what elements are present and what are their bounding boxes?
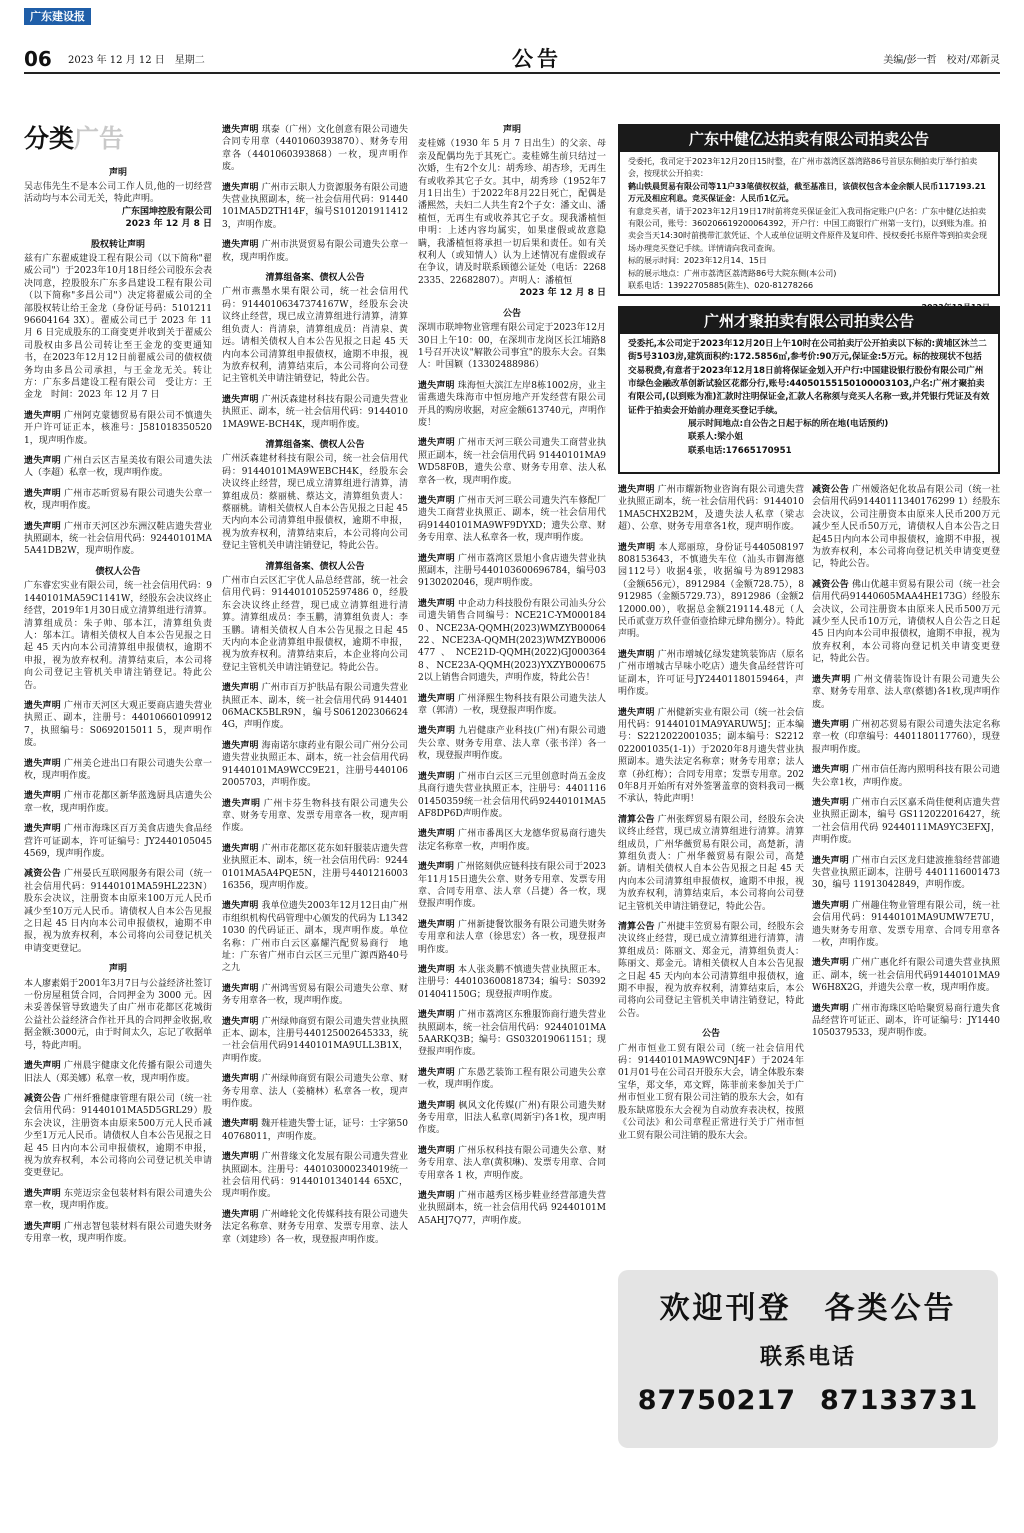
notice-item	[418, 1009, 606, 1059]
notice-lead: 遗失声明	[812, 797, 850, 808]
notice-lead: 遗失声明	[812, 1003, 850, 1014]
notice-body: 广州志智包装材料有限公司遗失财务专用章一枚，现声明作废。	[24, 1221, 212, 1244]
notice-item	[24, 700, 212, 750]
notice-body: 广州市花都区新华蓝逸厨具店遗失公章一枚，现声明作废。	[24, 791, 212, 814]
notice-item	[222, 239, 408, 264]
notice-lead: 遗失声明	[812, 855, 850, 866]
notice-item	[24, 239, 212, 402]
notice-item	[24, 566, 212, 692]
notice-lead: 遗失声明	[222, 394, 259, 405]
notice-body: 广州市白云区汇宇优人品总经营部，统一社会信用代码：91440101052597486 0，经股东会决议终止经营，现已成立清算组进行清算。清算组成员：李玉鹏，清算组负责人：李玉鹏。请相关债权人自本公告见报之日起 45 天内向本企业清算组申报债权，逾期不申报，视为放弃权利。清算结束后，本企业将向公司登记主管机关申请注销登记。特此公告。	[222, 576, 408, 673]
notice-lead: 遗失声明	[24, 488, 62, 499]
notice-body: 广州市增城亿绿发建筑装饰店（原名广州市增城古早味小吃店）遗失食品经营许可证副本，许可证号JY24401180159464，声明作废。	[618, 649, 804, 698]
notice-lead: 遗失声明	[418, 862, 455, 873]
notice-title: 声明	[108, 964, 127, 975]
auction-line: 受委托，我司定于2023年12月20日15时整，在广州市荔湾区荔湾路86号首层东侧拍卖厅举行拍卖会，按现状公开拍卖：	[628, 157, 978, 179]
notice-item	[24, 521, 212, 558]
auction-line: 标的展示地点：广州市荔湾区荔湾路86号大院东侧(本公司)	[628, 268, 837, 278]
notice-lead: 遗失声明	[812, 958, 850, 969]
notice-lead: 遗失声明	[418, 438, 456, 449]
notice-body: 广州沃森建材科技有限公司遗失营业执照正、副本，统一社会信用代码：91440101MA9WE-BCH4K，现声明作废。	[222, 394, 408, 430]
notice-item	[24, 455, 212, 480]
notice-item	[618, 1028, 804, 1142]
notice-body: 麦桂嫦（1930 年 5 月 7 日出生）的父亲、母亲及配偶均先于其死亡。麦桂嫦生前只结过一次婚，生有2个女儿：胡秀珍、胡杏珍，无再生有或收养其它子女。其中，胡秀珍（1952年7月1日出生）于2022年8月22日死亡，配偶是潘熙然，夫妇二人共生育2个子女：潘文山、潘植恒，无再生有或收养其它子女。现我潘植恒申明：上述内容均属实，如果虚假或故意隐瞒，我潘植恒将承担一切后果和责任。如有关权利人（或知情人）认为上述情况有虚假或存在争议，请及时联系顾德公证处（电话：22682335、22682807）。声明人：潘植恒	[418, 139, 606, 286]
notice-body: 广州广惠化纤有限公司遗失营业执照正、副本，统一社会信用代码91440101MA9W6H8X2G，并遗失公章一枚，现声明作废。	[812, 958, 1000, 994]
notice-item	[24, 963, 212, 1052]
notice-lead: 遗失声明	[418, 829, 456, 840]
notice-item	[618, 707, 804, 806]
notice-lead: 遗失声明	[418, 1191, 456, 1202]
notice-body: 广州市番禺区大龙德华贸易商行遗失法定名称章一枚，声明作废。	[418, 829, 606, 852]
notice-lead: 遗失声明	[222, 983, 259, 994]
notice-item	[418, 1145, 606, 1182]
notice-item	[812, 1003, 1000, 1040]
auction-notice-zhongjian	[618, 124, 1000, 296]
notice-item	[812, 674, 1000, 711]
auction-body-text: 受委托,本公司定于2023年12月20日上午10时在公司拍卖厅公开拍卖以下标的:黄埔区沐兰二街5号3103房,建筑面积约:172.5856㎡,参考价:90万元,保证金:5万元。标的按现状不包括交易税费,有意者于2023年12月18日前将保证金划入开户行:中国建设银行股份有限公司广州市绿色金融改革创新试验区花都分行,账号:44050155150100003103,户名:广州才聚拍卖有限公司,(以到账为准)汇款时注明保证金,汇款人名称须与竞买人名称一致,并凭银行凭证及有效证件于拍卖会开始前办理竞买登记手续。	[628, 339, 990, 416]
notice-item	[812, 719, 1000, 756]
notice-item	[812, 900, 1000, 950]
notice-item	[24, 410, 212, 447]
notice-lead: 遗失声明	[618, 542, 656, 553]
notice-body: 广州文倩装饰设计有限公司遗失公章、财务专用章、法人章(蔡德)各1枚,现声明作废。	[812, 674, 1000, 710]
advertise-promo-box	[618, 1270, 998, 1448]
notice-title: 公告	[701, 1029, 720, 1040]
auction-show-info: 展示时间地点:自公告之日起于标的所在地(电话预约)	[688, 418, 889, 429]
notice-body: 广州市天河区沙东洲汉鞋店遗失营业执照副本，统一社会信用代码：92440101MA5A41DB2W，现声明作废。	[24, 521, 212, 557]
promo-contact-label: 联系电话	[759, 1345, 856, 1371]
notice-item	[812, 764, 1000, 789]
notice-lead: 遗失声明	[618, 485, 655, 495]
auction-contact-phone: 联系电话:17665170951	[688, 445, 792, 456]
notice-lead: 遗失声明	[222, 798, 261, 809]
notice-body: 广州鸿雪贸易有限公司遗失公章、财务专用章各一枚，现声明作废。	[222, 983, 408, 1007]
masthead	[24, 6, 1000, 76]
notice-item	[222, 682, 408, 732]
notice-item	[24, 1093, 212, 1180]
notice-item	[222, 1073, 408, 1110]
notice-item	[418, 308, 606, 372]
notice-body: 广州乐权科技有限公司遗失公章、财务专用章、法人章(黄积琳)、发票专用章、合同专用章各 1 枚，声明作废。	[418, 1145, 606, 1181]
notice-item	[222, 798, 408, 835]
notice-title: 声明	[108, 167, 127, 178]
auction-line: 标的展示时间：2023年12月14、15日	[628, 256, 767, 266]
notice-title: 清算组备案、债权人公告	[265, 439, 365, 450]
notice-body: 广州市天河三联公司遗失汽车修配厂遗失工商营业执照正、副本，统一社会信用代码91440101MA9WF9DYXD；遗失公章、财务专用章、法人私章各一枚，现声明作废。	[418, 495, 606, 544]
notice-item	[418, 725, 606, 762]
notice-body: 广州市恒业工贸有限公司（统一社会信用代码：91440101MA9WC9NJ4F）于2024年01月01号在公司召开股东大会，请全体股东秦宝华，郑文华，邓文辉，陈菲前来参加关于广州市恒业工贸有限公司注销的股东大会，如有股东缺席股东大会视为自动放弃表决权，按照《公司法》和公司章程正常进行关于广州市恒业工贸有限公司注销的股东大会。	[618, 1043, 804, 1141]
notice-body: 枫风文化传媒(广州)有限公司遗失财务专用章，旧法人私章(周新宇)各1枚，现声明作废。	[418, 1100, 606, 1136]
auction-contact-person: 联系人:梁小姐	[688, 432, 743, 443]
promo-headline: 欢迎刊登 各类公告	[659, 1291, 957, 1326]
notice-item	[222, 740, 408, 790]
notice-lead: 遗失声明	[24, 521, 62, 532]
notice-item	[222, 1209, 408, 1246]
notice-lead: 遗失声明	[24, 456, 62, 467]
notice-body: 广州阿克蒙德贸易有限公司不慎遗失开户许可证正本，核准号：J5810183505201，现声明作废。	[24, 410, 212, 446]
auction-notice-caiju	[618, 306, 1000, 474]
notice-body: 广州嫒洛妃化妆品有限公司（统一社会信用代码91440111340176299 1）经股东会决议，公司注册资本由原来人民币200万元减少至人民币50万元，请债权人自本公告之日起45日内向本公司申报债权，逾期不申报，视为放弃权利，本公司将向登记机关申请变更登记，特此公告。	[812, 485, 1000, 570]
notice-item	[222, 1016, 408, 1066]
notice-item	[222, 900, 408, 974]
notice-body: 广州市花都区花东如轩服装店遗失营业执照正本、副本，统一社会信用代码：92440101MA5A4PQE5N，注册号440121600316356，现声明作废。	[222, 843, 408, 891]
notice-item	[222, 394, 408, 431]
notice-lead: 遗失声明	[222, 240, 259, 251]
page-date: 2023 年 12 月 12 日 星期二	[68, 55, 205, 66]
notice-body: 珠海恒大滨江左岸8栋1002房，业主雷燕遗失珠海市中恒房地产开发经营有限公司开具的购房收据，对应金额613740元，声明作废！	[418, 380, 606, 428]
notice-body: 本人郑丽琼，身份证号440508197808153643，不慎遗失车位（汕头市御海德园112号）收据4张，收据编号为8912983（金额656元），8912984（金额728.75），8912985（金额5729.73），8912986（金额212000.00），收据总金额219114.48元（人民币贰壹万玖仟壹佰壹拾肆元肆角捌分）。特此声明。	[618, 542, 804, 640]
notice-column-3	[418, 124, 606, 1484]
notice-item	[222, 983, 408, 1008]
notice-item	[418, 1100, 606, 1137]
notice-item	[418, 828, 606, 853]
notice-body: 广州晨宇健康文化传播有限公司遗失旧法人（郑美娜）私章一枚，现声明作废。	[24, 1061, 212, 1084]
notice-lead: 遗失声明	[222, 182, 259, 193]
notice-title: 清算组备案、债权人公告	[265, 273, 365, 284]
notice-lead: 遗失声明	[24, 758, 62, 769]
auction-notice-title: 广州才聚拍卖有限公司拍卖公告	[620, 308, 998, 334]
notice-lead: 遗失声明	[222, 1074, 259, 1085]
notice-item	[418, 124, 606, 300]
notice-item	[222, 1151, 408, 1201]
notice-body: 广州市白云区龙归建波推翁经营部遗失营业执照正副本，注册号 440111600147330，编号 11913042849，声明作废。	[812, 855, 1000, 891]
notice-lead: 遗失声明	[24, 410, 62, 421]
notice-body: 广州市百万护肤品有限公司遗失营业执照正本、副本，统一社会信用代码 91440106MACK5BLR9N，编号S0612023066244G，声明作废。	[222, 683, 408, 731]
notice-lead: 遗失声明	[24, 1061, 62, 1072]
notice-lead: 遗失声明	[24, 1221, 62, 1232]
notice-body: 海南诺尔康药业有限公司广州分公司遗失营业执照正本、副本，统一社会信用代码 91440101MA9WCC9E21，注册号440106 2005703，声明作废。	[222, 740, 408, 789]
notice-body: 广州市燕墨水果有限公司，统一社会信用代码：91440106347374167W，经股东会决议终止经营，现已成立清算组进行清算，清算组负责人：肖清泉，清算组成员：肖清泉、黄远。请相关债权人自本公告见报之日起 45 天内向本公司清算组申报债权，逾期不申报，视为放弃权利，清算结束后，本公司将向公司登记主管机关申请注销登记，特此公告。	[222, 287, 408, 385]
notice-lead: 遗失声明	[418, 380, 455, 391]
notice-body: 广州晏氏互联网服务有限公司（统一社会信用代码：91440101MA59HL223N）股东会决议，注册资本由原来100万元人民币减少至10万元人民币。请债权人自本公告见报之日起 45 日内向本公司申报债权，逾期不申报，视为放弃权利，本公司将向公司登记机关申请变更登记。	[24, 869, 212, 954]
notice-item	[24, 823, 212, 860]
notice-body: 广州峰轮文化传媒科技有限公司遗失法定名称章、财务专用章、发票专用章、法人章（刘建珍）各一枚，现登报声明作废。	[222, 1209, 408, 1245]
notice-signature: 2023 年 12 月 8 日	[519, 288, 606, 299]
notice-lead: 清算公告	[618, 814, 655, 825]
notice-item	[24, 1221, 212, 1246]
notice-body: 广州纤雅健康管理有限公司（统一社会信用代码：91440101MA5D5GRL29）股东会决议，注册资本由原来500万元人民币减少至1万元人民币。请债权人自本公告见报之日起 45 日内向本公司申报债权，逾期不申报，视为放弃权利，本公司将向公司登记机关申请变更登记。	[24, 1093, 212, 1179]
notice-body: 广州新捷餐饮服务有限公司遗失财务专用章和法人章（徐思宏）各一枚，现登报声明作废。	[418, 919, 606, 955]
notice-item	[418, 553, 606, 590]
notice-body: 广州市荔湾区景旭小食店遗失营业执照副本，注册号440103600696784，编号039130202046，现声明作废。	[418, 553, 606, 589]
notice-item	[618, 484, 804, 534]
notice-body: 中企动力科技股份有限公司汕头分公司遗失销售合同编号：NCE21C-YM0001840、NCE23A-QQMH(2023)WMZYB0006422、NCE23A-QQMH(2023)WMZYB0006477、NCE21D-QQMH(2022)GJ0003648、NCE23A-QQMH(2023)YXZYB0006752以上销售合同遗失，声明作废，特此公告！	[418, 598, 606, 684]
notice-item	[812, 579, 1000, 666]
notice-lead: 遗失声明	[418, 964, 456, 975]
notice-item	[418, 380, 606, 430]
notice-body: 深圳市联坤物业管理有限公司定于2023年12月30日上午10：00，在深圳市龙岗区长江埔路81号召开决议"解散公司事宜"的股东大会。召集人：叶国颖（13302488986）	[418, 323, 606, 371]
notice-lead: 遗失声明	[418, 771, 456, 782]
auction-notice-body	[620, 152, 998, 319]
notice-body: 广州市荔湾区东雅服饰商行遗失营业执照副本，统一社会信用代码：92440101MA5AARKQ3B；编号：GS032019061151；现登报声明作废。	[418, 1010, 606, 1058]
notice-body: 广州市耀新物业咨询有限公司遗失营业执照正副本，统一社会信用代码：91440101MA5CHX2B2M，及遗失法人私章（梁志超）、公章、财务专用章各1枚，现声明作废。	[618, 485, 804, 533]
notice-body: 广州普缘文化发展有限公司遗失营业执照副本。注册号：440103000234019统一社会信用代码：91440101340144 65XC，现声明作废。	[222, 1152, 408, 1200]
notice-item	[618, 814, 804, 913]
promo-phone: 87133731	[820, 1384, 979, 1416]
notice-body: 本人廖素娟于2001年3月7日与公益经济社签订一份房屋租赁合同，合同押金为 3000 元。因未妥善保管导致遗失了由广州市花都区花城街公益社公益经济合作社开具的合同押金收据,收据金额:3000元，由于时间太久，忘记了收据单号，特此声明。	[24, 978, 212, 1051]
notice-lead: 遗失声明	[418, 1067, 456, 1078]
notice-lead: 遗失声明	[618, 707, 655, 718]
notice-body: 广州趣住物业管理有限公司，统一社会信用代码：91440101MA9UMW7E7U，遗失财务专用章、发票专用章、合同专用章各一枚，声明作废。	[812, 900, 1000, 948]
notice-body: 广州绿帅商贸有限公司遗失公章、财务专用章、法人（姜楠林）私章各一枚，现声明作废。	[222, 1074, 408, 1110]
classified-ads-title: 分类广告	[24, 124, 125, 153]
notice-item	[812, 797, 1000, 847]
notice-title: 公告	[502, 308, 521, 319]
notice-item	[222, 843, 408, 893]
notice-item	[24, 790, 212, 815]
notice-body: 本人张炎鹏不慎遗失营业执照正本。注册号：440103600818734；编号：S0392014041150G；现登报声明作废。	[418, 964, 606, 1000]
notice-signature: 2023 年 12 月 8 日	[125, 219, 212, 230]
notice-lead: 遗失声明	[418, 598, 456, 609]
notice-body: 广州绿帅商贸有限公司遗失营业执照正本、副本，注册号440125002645333，统一社会信用代码91440101MA9ULL3B1X，声明作废。	[222, 1016, 408, 1064]
notice-lead: 遗失声明	[222, 125, 259, 135]
notice-lead: 遗失声明	[24, 824, 62, 835]
notice-item	[222, 561, 408, 675]
auction-notice-body	[620, 334, 998, 462]
notice-item	[222, 272, 408, 386]
notice-body: 广州市云职人力资源服务有限公司遗失营业执照副本，统一社会信用代码：91440101MA5D2TH14F，编号S1012019114123，声明作废。	[222, 182, 408, 230]
notice-lead: 遗失声明	[222, 1016, 259, 1027]
paper-name: 广东建设报	[24, 8, 91, 25]
notice-body: 广州市洪贤贸易有限公司遗失公章一枚，现声明作废。	[222, 240, 408, 263]
notice-lead: 遗失声明	[222, 1119, 259, 1130]
notice-item	[812, 484, 1000, 571]
notice-lead: 遗失声明	[222, 1152, 259, 1163]
notice-item	[222, 1118, 408, 1143]
notice-lead: 遗失声明	[222, 1209, 259, 1220]
promo-phone: 87750217	[637, 1384, 796, 1416]
section-title: 公告	[512, 47, 562, 71]
notice-item	[418, 861, 606, 911]
notice-item	[24, 167, 212, 231]
notice-lead: 遗失声明	[812, 719, 850, 730]
notice-lead: 遗失声明	[24, 700, 62, 711]
notice-title: 清算组备案、债权人公告	[265, 561, 365, 572]
editors-credit: 美编/彭一哲 校对/邓新灵	[883, 55, 1000, 66]
notice-body: 佛山优越丰贸易有限公司（统一社会信用代码91440605MAA4HE173G）经股东会决议，公司注册资本由原来人民币500万元减少至人民币10万元，请债权人自公告之日起 45 日内向本公司申报债权，逾期不申报，视为放弃权利，本公司将向登记机关申请变更登记，特此公告。	[812, 579, 1000, 665]
auction-line: 联系电话：13922705885(陈生)、020-81278266	[628, 280, 814, 290]
notice-body: 广州铭刻供应链科技有限公司于2023年11月15日遗失公章、财务专用章、发票专用章、合同专用章、法人章（吕捷）各一枚，现登报声明作废。	[418, 862, 606, 910]
notice-item	[24, 868, 212, 955]
notice-lead: 减资公告	[812, 485, 850, 495]
notice-lead: 遗失声明	[618, 649, 655, 660]
notice-item	[618, 921, 804, 1020]
notice-lead: 遗失声明	[812, 674, 852, 685]
notice-body: 广东愚艺装饰工程有限公司遗失公章一枚，现声明作废。	[418, 1067, 606, 1091]
notice-body: 我单位遗失2003年12月12日由广州市组织机构代码管理中心颁发的代码为 L13421030 的代码证正、副本，现声明作废。单位名称：广州市白云区嘉耀汽配贸易商行 地址：广东省广州市白云区三元里广源西路40号之九	[222, 901, 408, 974]
notice-body: 魏开桂遗失警士证，证号：士字第5040768011，声明作废。	[222, 1119, 408, 1142]
notice-column-2	[222, 124, 408, 1484]
notice-item	[418, 693, 606, 718]
notice-column-1	[24, 124, 212, 1524]
auction-notice-title: 广东中健亿达拍卖有限公司拍卖公告	[620, 126, 998, 152]
notice-item	[222, 439, 408, 553]
notice-lead: 遗失声明	[418, 495, 456, 506]
notice-body: 广州初芯贸易有限公司遗失法定名称章一枚（印章编号：4401180117760），现登报声明作废。	[812, 719, 1000, 755]
notice-body: 广州卡芬生物科技有限公司遗失公章、财务专用章、发票专用章各一枚，现声明作废。	[222, 798, 408, 834]
notice-lead: 减资公告	[812, 579, 850, 590]
notice-body: 吴志伟先生不是本公司工作人员,他的一切经营活动均与本公司无关，特此声明。	[24, 181, 212, 205]
notice-item	[812, 855, 1000, 892]
notice-lead: 遗失声明	[222, 843, 259, 854]
notice-body: 九岩健康产业科技(广州)有限公司遗失公章、财务专用章、法人章（张书洋）各一枚，现登报声明作废。	[418, 726, 606, 762]
notice-item	[618, 542, 804, 641]
notice-body: 广州市信任海内照明科技有限公司遗失公章1枚，声明作废。	[812, 765, 1000, 788]
notice-item	[24, 758, 212, 783]
notice-title: 股权转让声明	[90, 239, 145, 250]
notice-lead: 遗失声明	[222, 901, 259, 912]
promo-phone-numbers	[618, 1382, 998, 1419]
notice-body: 广州市芯昕贸易有限公司遗失公章一枚，现声明作废。	[24, 488, 212, 512]
notice-item	[222, 124, 408, 174]
notice-lead: 遗失声明	[222, 683, 259, 694]
notice-column-5	[812, 484, 1000, 1264]
notice-lead: 遗失声明	[24, 1188, 62, 1199]
notice-lead: 遗失声明	[418, 693, 456, 704]
notice-lead: 遗失声明	[812, 765, 850, 776]
notice-item	[24, 1188, 212, 1213]
notice-lead: 遗失声明	[24, 791, 62, 802]
notice-item	[418, 495, 606, 545]
notice-signature: 广东国坤控股有限公司	[121, 206, 212, 217]
notice-item	[418, 1067, 606, 1092]
notice-lead: 遗失声明	[418, 1010, 456, 1021]
notice-body: 广州张辉贸易有限公司，经股东会决议终止经营，现已成立清算组进行清算。清算组成员，广州华薇贸易有限公司，高楚新，清算组负责人：广州华薇贸易有限公司，高楚新。请相关债权人自本公告见报之日起 45 天内向本公司清算组申报债权，逾期不申报，视为放弃权利，清算结束后，本公司将向公司登记主管机关申请注销登记，特此公告。	[618, 814, 804, 912]
notice-item	[418, 598, 606, 685]
notice-item	[418, 964, 606, 1001]
notice-body: 广州市天河三联公司遗失工商营业执照正副本，统一社会信用代码 91440101MA9WD58F0B，遗失公章、财务专用章、法人私章各一枚，现声明作废。	[418, 438, 606, 486]
notice-column-4	[618, 484, 804, 1264]
notice-lead: 遗失声明	[222, 740, 259, 751]
notice-item	[812, 957, 1000, 994]
notice-lead: 遗失声明	[418, 1100, 456, 1111]
notice-item	[618, 649, 804, 699]
notice-item	[24, 1060, 212, 1085]
notice-body: 广州市白云区嘉禾尚佳便利店遗失营业执照正副本，编号 GS112022016427，统一社会信用代码 92440111MA9YC3EFXJ，声明作废。	[812, 797, 1000, 846]
notice-body: 广州市海珠区百万美食店遗失食品经营许可证副本，许可证编号：JY24401050454569，现声明作废。	[24, 824, 212, 859]
notice-body: 广州市越秀区杨步鞋业经营部遗失营业执照副本，统一社会信用代码 92440101MA5AHJ7Q77，声明作废。	[418, 1191, 606, 1226]
notice-body: 东莞迈宗金包装材料有限公司遗失公章一枚，现声明作废。	[24, 1188, 212, 1212]
notice-title: 债权人公告	[95, 566, 141, 577]
notice-lead: 清算公告	[618, 922, 655, 932]
notice-item	[418, 771, 606, 821]
notice-lead: 遗失声明	[418, 726, 456, 737]
notice-lead: 遗失声明	[418, 553, 456, 564]
notice-lead: 遗失声明	[418, 919, 456, 930]
notice-body: 广州市海珠区哈哈聚贸易商行遗失食品经营许可证正、副本，许可证编号：JY14401050379533，现声明作废。	[812, 1003, 1000, 1039]
notice-body: 广州美仑进出口有限公司遗失公章一枚，现声明作废。	[24, 758, 212, 781]
masthead-rule	[24, 72, 1000, 74]
notice-title: 声明	[502, 125, 521, 135]
notice-body: 广州泽熙生物科技有限公司遗失法人章（郭清）一枚，现登报声明作废。	[418, 693, 606, 717]
auction-line: 有意竞买者，请于2023年12月19日17时前将竞买保证金汇入我司指定账户(户名：广东中健亿达拍卖有限公司，账号：360206619200064392，开户行：中国工商银行广州第一支行)，以到账为准。拍卖会当天14:30时前携带汇款凭证、个人或单位证明文件原件及复印件、授权委托书原件等到拍卖会现场办理竞买登记手续。详情请向我司查询。	[628, 206, 988, 253]
notice-body: 广州沃森建材科技有限公司，统一社会信用代码：91440101MA9WEBCH4K，经股东会决议终止经营，现已成立清算组进行清算，清算组成员：蔡丽桃、蔡达文，清算组负责人：蔡丽桃。请相关债权人自本公告见报之日起 45 天内向本公司清算组申报债权，逾期不申报，视为放弃权利，清算结束后，本公司将向公司登记主管机关申请注销登记，特此公告。	[222, 454, 408, 552]
notice-item	[418, 1190, 606, 1227]
notice-item	[418, 437, 606, 487]
notice-lead: 遗失声明	[418, 1145, 456, 1156]
notice-body: 广州市白云区三元里创意时尚五金皮具商行遗失营业执照正本，注册号：440111601450359统一社会信用代码92440101MA5AF8DP6D声明作废。	[418, 771, 606, 819]
notice-body: 广州捷丰笠贸易有限公司，经股东会决议终止经营，现已成立清算组进行清算，清算组成员：陈丽文、郑金元，清算组负责人：陈丽文、郑金元。请相关债权人自本公告见报之日起 45 天内向本公司清算组申报债权，逾期不申报，视为放弃权利，清算结束后，本公司将向公司登记主管机关申请注销登记，特此公告。	[618, 922, 804, 1019]
notice-item	[418, 919, 606, 956]
notice-body: 广东睿宏实业有限公司，统一社会信用代码：91440101MA59C1141W，经股东会决议终止经营，2019年1月30日成立清算组进行清算。清算组成员：朱子帅、邬本江，清算组负责人：邬本江。请相关债权人自本公告见报之日起 45 天内向本公司清算组申报债权，逾期不申报，视为放弃权利。清算结束后，本公司将向公司登记主管机关申请注销登记。特此公告。	[24, 581, 212, 691]
notice-body: 兹有广东翟威建设工程有限公司（以下简称"翟威公司"）于2023年10月18日经公司股东会表决同意，控股股东广东多昌建设工程有限公司（以下简称"多昌公司"）决定将翟威公司的全部股权转让给王金龙（身份证号码：510121196604164 3X）。翟威公司已于 2023 年 11 月 6 日完成股东的工商变更并收到关于翟威公司股权由多昌公司转让至王金龙的变更通知书，在2023年12月12日前翟威公司的债权债务均由多昌公司承担，与王金龙无关。转让方：广东多昌建设工程有限公司 受让方：王金龙 时间：2023 年 12 月 7 日	[24, 253, 212, 401]
notice-body: 广州白云区吉星美妆有限公司遗失法人（李超）私章一枚，现声明作废。	[24, 456, 212, 479]
notice-lead: 遗失声明	[812, 900, 850, 911]
notice-body: 广州市天河区大观正要商店遗失营业执照正、副本，注册号：440106601099127，执照编号：S0692015011 5，现声明作废。	[24, 700, 212, 749]
notice-item	[24, 488, 212, 513]
notice-body: 琪泰（广州）文化创意有限公司遗失合同专用章（4401060393870）、财务专用章各（4401060393868）一枚，现声明作废。	[222, 125, 408, 173]
auction-line: 鹤山铁晨贸易有限公司等11户33笔债权权益，截至基准日，该债权包含本金余额人民币117193.21万元及相应利息。竞买保证金：人民币1亿元。	[628, 181, 986, 204]
notice-body: 广州健新实业有限公司（统一社会信用代码：91440101MA9YARUW5J；正本编号：S2212022001035；副本编号：S2212022001035(1-1)）于2020年8月遗失营业执照副本。遗失法定名称章；财务专用章；法人章（孙红梅）；合同专用章；发票专用章。2020年8月开始所有对外签署盖章的资料我司一概不承认，特此声明！	[618, 707, 804, 805]
notice-lead: 减资公告	[24, 869, 62, 880]
page-number: 06	[24, 47, 52, 71]
notice-lead: 减资公告	[24, 1093, 62, 1104]
notice-item	[222, 182, 408, 232]
